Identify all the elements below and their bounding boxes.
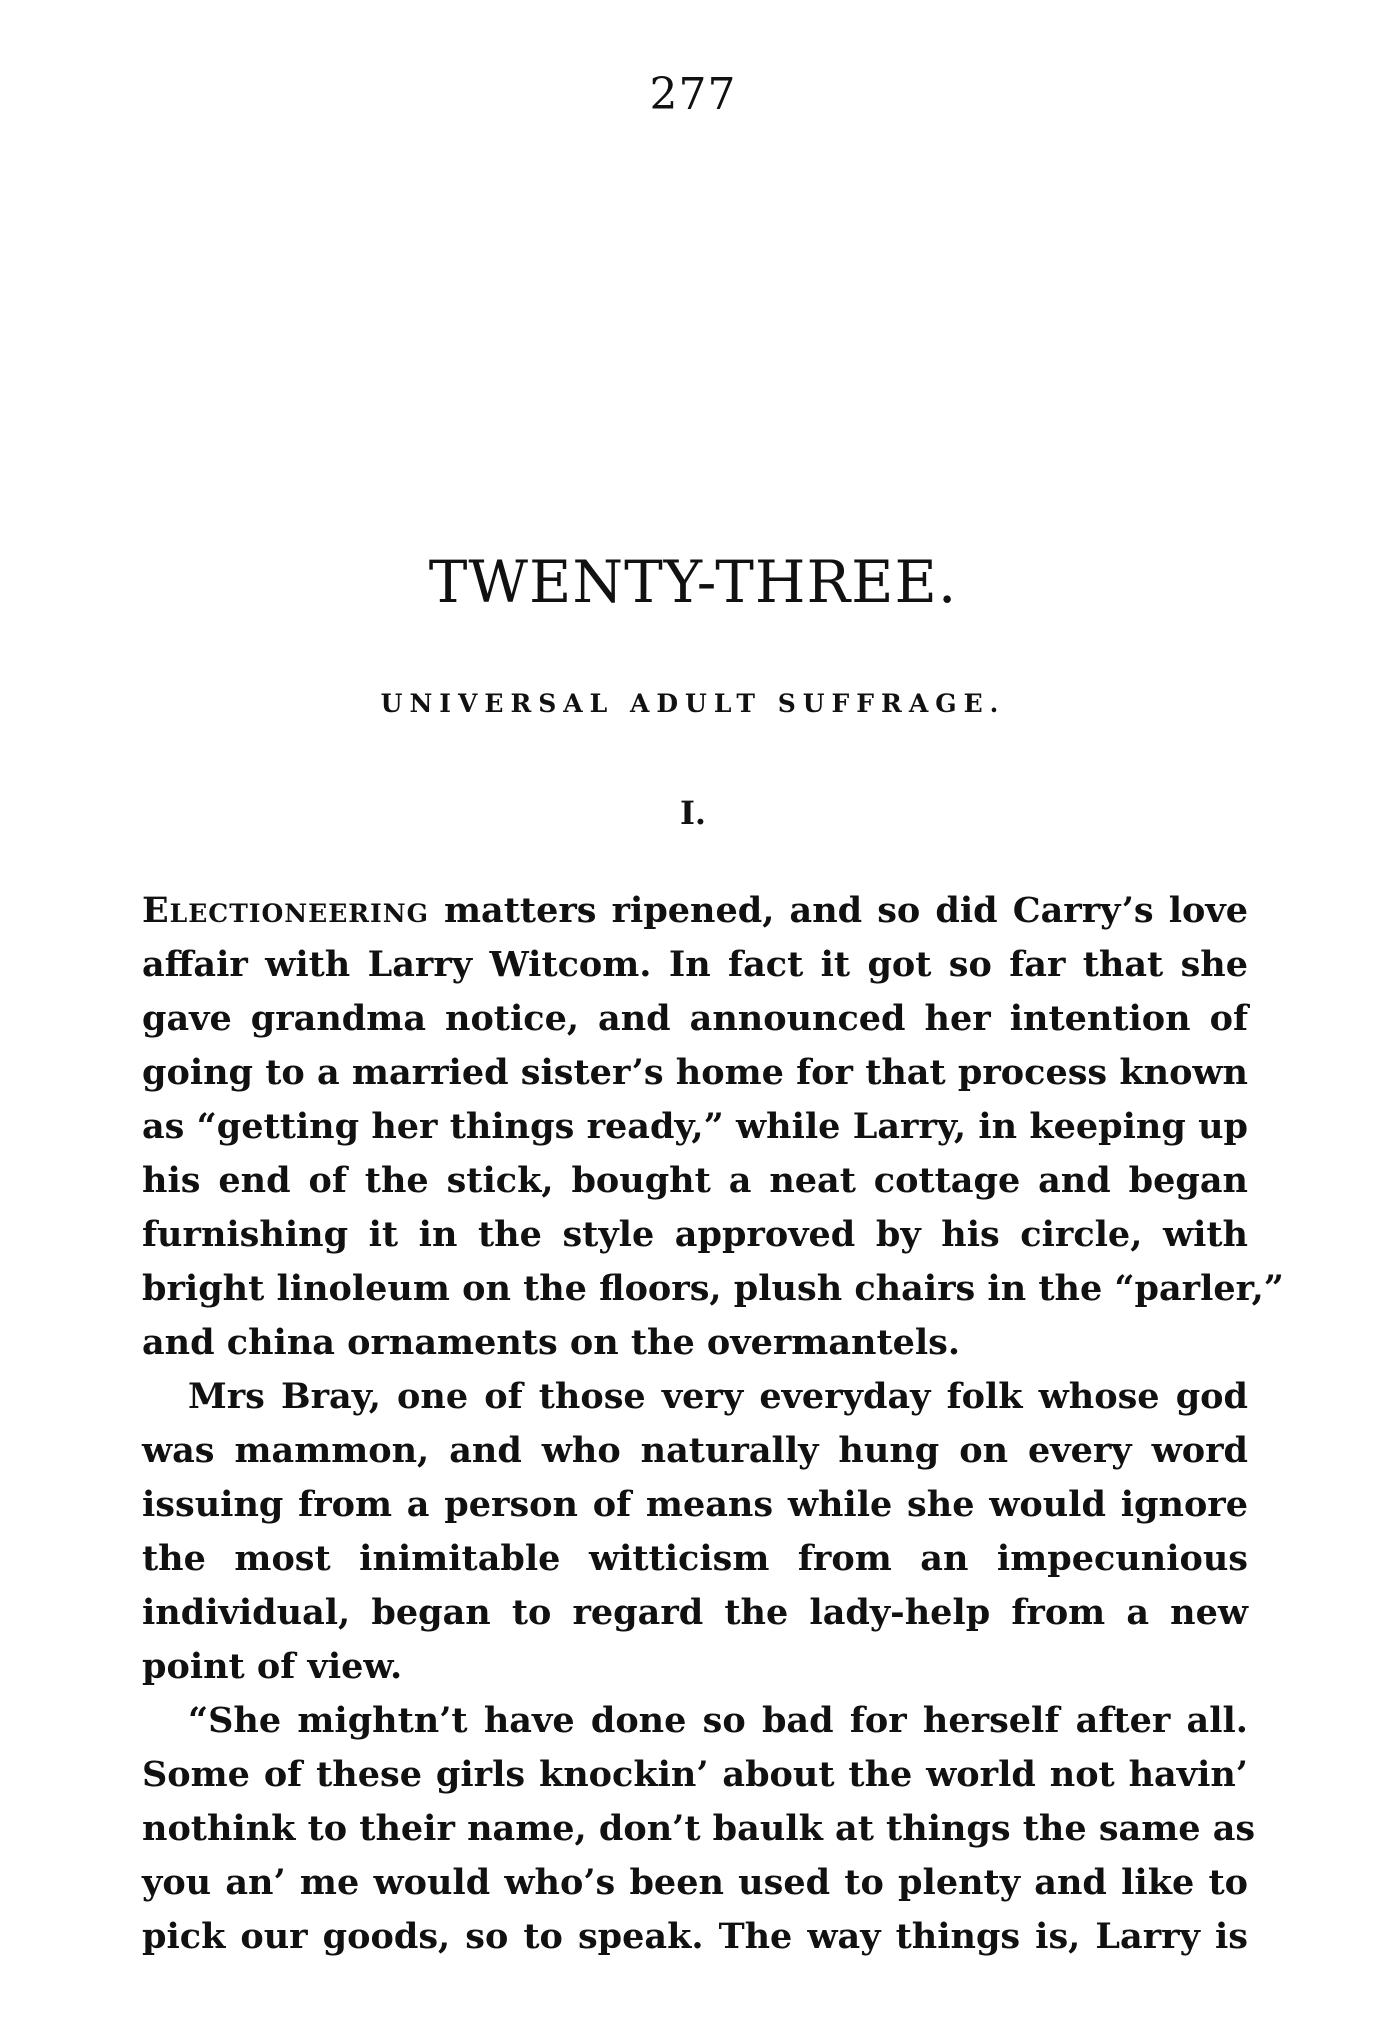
paragraph-line: affair with Larry Witcom. In fact it got so far that she bbox=[142, 944, 1248, 985]
paragraph-line: issuing from a person of means while she would ignore bbox=[142, 1484, 1248, 1525]
chapter-subtitle: UNIVERSAL ADULT SUFFRAGE. bbox=[380, 689, 1006, 718]
paragraph-line: nothink to their name, don’t baulk at things the same as bbox=[142, 1808, 1256, 1849]
paragraph-line: bright linoleum on the floors, plush chairs in the “parler,” bbox=[142, 1268, 1284, 1309]
paragraph-line: “She mightn’t have done so bad for herself after all. bbox=[188, 1700, 1248, 1741]
section-number: I. bbox=[679, 794, 707, 832]
body-text bbox=[142, 884, 1284, 1964]
paragraph-line: and china ornaments on the overmantels. bbox=[142, 1322, 961, 1363]
paragraph-line: Mrs Bray, one of those very everyday folk whose god bbox=[188, 1376, 1248, 1417]
paragraph-line: going to a married sister’s home for that process known bbox=[142, 1052, 1248, 1093]
paragraph-line: his end of the stick, bought a neat cottage and began bbox=[142, 1160, 1248, 1201]
paragraph-line: the most inimitable witticism from an impecunious bbox=[142, 1538, 1248, 1579]
paragraph-line: you an’ me would who’s been used to plenty and like to bbox=[142, 1862, 1248, 1903]
paragraph-1 bbox=[142, 884, 1284, 1370]
paragraph-line: point of view. bbox=[142, 1646, 403, 1687]
paragraph-line: was mammon, and who naturally hung on every word bbox=[142, 1430, 1248, 1471]
page-number: 277 bbox=[649, 69, 737, 120]
opening-word: Electioneering bbox=[142, 890, 429, 931]
paragraph-1-line-1 bbox=[142, 884, 1248, 938]
paragraph-2 bbox=[142, 1370, 1248, 1694]
paragraph-3 bbox=[142, 1694, 1256, 1964]
paragraph-line: pick our goods, so to speak. The way things is, Larry is bbox=[142, 1916, 1248, 1957]
paragraph-line: as “getting her things ready,” while Larry, in keeping up bbox=[142, 1106, 1248, 1147]
paragraph-line: Some of these girls knockin’ about the world not havin’ bbox=[142, 1754, 1248, 1795]
paragraph-line: furnishing it in the style approved by his circle, with bbox=[142, 1214, 1248, 1255]
paragraph-line: individual, began to regard the lady-help from a new bbox=[142, 1592, 1248, 1633]
paragraph-line-text: matters ripened, and so did Carry’s love bbox=[428, 890, 1248, 931]
paragraph-line: gave grandma notice, and announced her intention of bbox=[142, 998, 1248, 1039]
chapter-title: TWENTY-THREE. bbox=[428, 548, 958, 616]
